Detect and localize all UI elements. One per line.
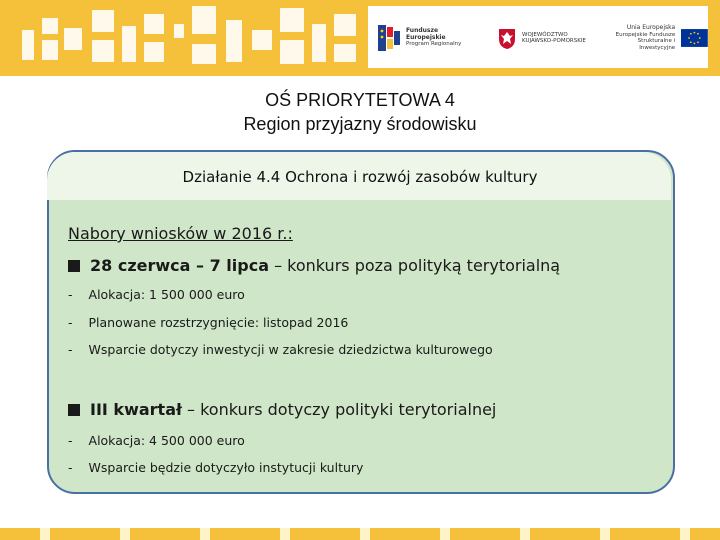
decor-square <box>280 8 304 32</box>
list-item-text: Wsparcie będzie dotyczyło instytucji kultury <box>88 460 364 475</box>
call-item <box>68 256 560 275</box>
decor-square <box>92 10 114 32</box>
title-line-1: OŚ PRIORYTETOWA 4 <box>265 90 455 110</box>
call-description: – konkurs poza polityką terytorialną <box>268 256 561 275</box>
decor-square <box>144 14 164 34</box>
decor-square <box>312 24 326 62</box>
eu-funds-logo <box>378 18 461 58</box>
section-heading: Nabory wniosków w 2016 r.: <box>68 224 293 243</box>
decor-square <box>22 30 34 60</box>
dash-bullet: - <box>68 342 73 357</box>
decor-square <box>280 40 304 64</box>
decor-square <box>122 26 136 62</box>
dash-bullet: - <box>68 287 73 302</box>
decor-square <box>174 24 184 38</box>
decor-square <box>192 6 216 34</box>
list-item <box>68 315 348 330</box>
logo-line: Fundusze <box>406 27 439 35</box>
decor-stripe <box>200 528 210 540</box>
logo-line: Unia Europejska <box>626 24 676 31</box>
decor-stripe <box>440 528 450 540</box>
list-item <box>68 460 363 475</box>
header-banner <box>0 0 720 76</box>
dash-bullet: - <box>68 460 73 475</box>
decor-square <box>64 28 82 50</box>
decor-square <box>252 30 272 50</box>
decor-square <box>334 14 356 36</box>
region-logo <box>498 18 586 58</box>
slide-title <box>0 88 720 136</box>
call-item <box>68 400 496 419</box>
decor-square <box>42 18 58 34</box>
call-date: III kwartał <box>90 400 182 419</box>
logo-line: Europejskie <box>406 33 446 41</box>
decor-square <box>42 40 58 60</box>
list-item-text: Alokacja: 1 500 000 euro <box>88 287 245 302</box>
logo-line: WOJEWÓDZTWO <box>522 31 568 38</box>
logo-line: Strukturalne i Inwestycyjne <box>637 38 676 51</box>
decor-square <box>334 44 356 62</box>
decor-square <box>144 42 164 62</box>
decor-stripe <box>680 528 690 540</box>
decor-square <box>192 44 216 64</box>
decor-stripe <box>520 528 530 540</box>
decor-square <box>92 40 114 62</box>
eu-flag-icon <box>681 28 708 48</box>
eagle-icon <box>498 27 516 49</box>
call-description: – konkurs dotyczy polityki terytorialnej <box>181 400 497 419</box>
list-item-text: Planowane rozstrzygnięcie: listopad 2016 <box>88 315 349 330</box>
list-item <box>68 287 245 302</box>
list-item-text: Wsparcie dotyczy inwestycji w zakresie dziedzictwa kulturowego <box>88 342 493 357</box>
list-item-text: Alokacja: 4 500 000 euro <box>88 433 245 448</box>
decor-stripe <box>280 528 290 540</box>
decor-stripe <box>40 528 50 540</box>
decor-stripe <box>600 528 610 540</box>
list-item <box>68 342 493 357</box>
eu-funds-icon <box>378 25 400 51</box>
logo-line: Europejskie Fundusze <box>615 31 676 38</box>
decor-stripe <box>120 528 130 540</box>
square-bullet-icon <box>68 260 80 272</box>
decor-stripe <box>360 528 370 540</box>
dash-bullet: - <box>68 315 73 330</box>
call-text <box>90 400 496 419</box>
title-line-2: Region przyjazny środowisku <box>243 114 477 134</box>
list-item <box>68 433 245 448</box>
call-date: 28 czerwca – 7 lipca <box>90 256 269 275</box>
logo-line: Program Regionalny <box>406 41 462 48</box>
decor-square <box>226 20 242 62</box>
square-bullet-icon <box>68 404 80 416</box>
footer-bar <box>0 528 720 540</box>
action-subtitle: Działanie 4.4 Ochrona i rozwój zasobów kultury <box>182 168 538 186</box>
dash-bullet: - <box>68 433 73 448</box>
logo-strip <box>368 6 708 68</box>
call-text <box>90 256 560 275</box>
logo-line: KUJAWSKO-POMORSKIE <box>522 38 586 44</box>
eu-logo <box>608 18 708 58</box>
